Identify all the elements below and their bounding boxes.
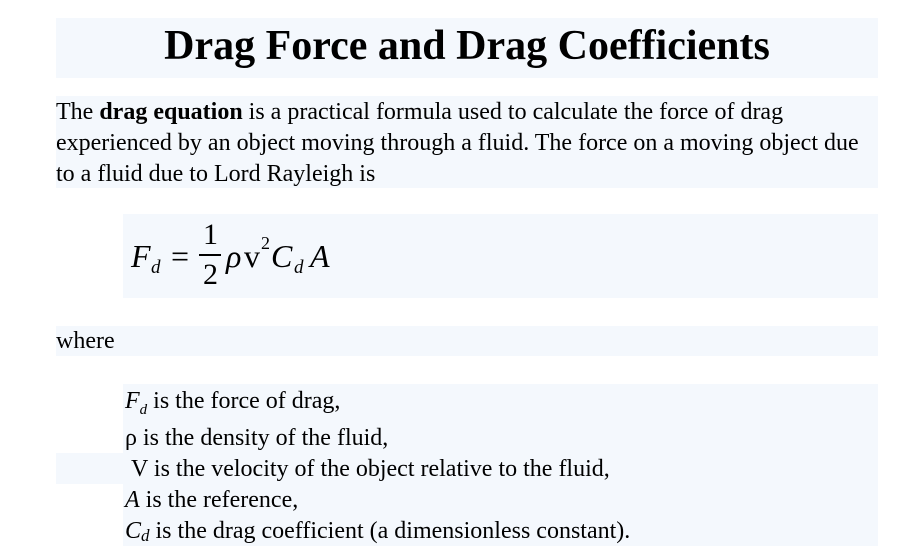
equation-lhs-subscript: d	[151, 257, 161, 278]
intro-text-before: The	[56, 99, 100, 125]
definition-area-symbol: A	[125, 487, 140, 513]
equation-exponent: 2	[261, 233, 270, 253]
where-band	[56, 326, 878, 356]
definition-coefficient-subscript: d	[141, 526, 150, 545]
equation-denominator: 2	[203, 258, 218, 291]
intro-text-after: is a practical formula used to calculate the force of drag experienced by an object moving through a fluid. The force on a moving object due to a fluid due to Lord Rayleigh is	[56, 99, 859, 187]
definition-force-text: is the force of drag,	[147, 388, 341, 414]
definition-drag-coefficient	[125, 516, 630, 548]
intro-term-drag-equation: drag equation	[99, 99, 243, 125]
definitions-side-band	[56, 453, 123, 484]
definition-velocity	[131, 454, 610, 484]
equation-coefficient: C	[271, 238, 293, 274]
definition-force-subscript: d	[139, 402, 148, 418]
equation-velocity: v	[244, 238, 260, 274]
definition-coefficient-symbol: C	[125, 518, 142, 544]
definition-area-text: is the reference,	[139, 487, 299, 513]
fraction-bar	[199, 254, 221, 256]
equation-equals: =	[171, 238, 190, 274]
definition-force	[125, 386, 340, 419]
equation-area: A	[310, 238, 330, 274]
definition-area	[125, 485, 298, 515]
equation-lhs: F	[131, 238, 151, 274]
equation-rho: ρ	[226, 238, 242, 274]
definition-density	[125, 423, 388, 453]
definition-density-text: is the density of the fluid,	[136, 425, 389, 451]
definition-velocity-symbol: V	[131, 456, 148, 482]
definition-density-symbol: ρ	[125, 425, 137, 451]
equation-numerator: 1	[203, 218, 218, 251]
intro-paragraph	[56, 97, 878, 190]
definition-force-symbol: F	[125, 388, 140, 414]
page-title: Drag Force and Drag Coefficients	[164, 23, 770, 69]
definition-coefficient-text: is the drag coefficient (a dimensionless constant).	[149, 518, 631, 544]
definition-velocity-text: is the velocity of the object relative to the fluid,	[147, 456, 610, 482]
equation-coefficient-subscript: d	[294, 257, 304, 278]
where-label: where	[56, 328, 115, 354]
drag-equation	[123, 214, 878, 298]
